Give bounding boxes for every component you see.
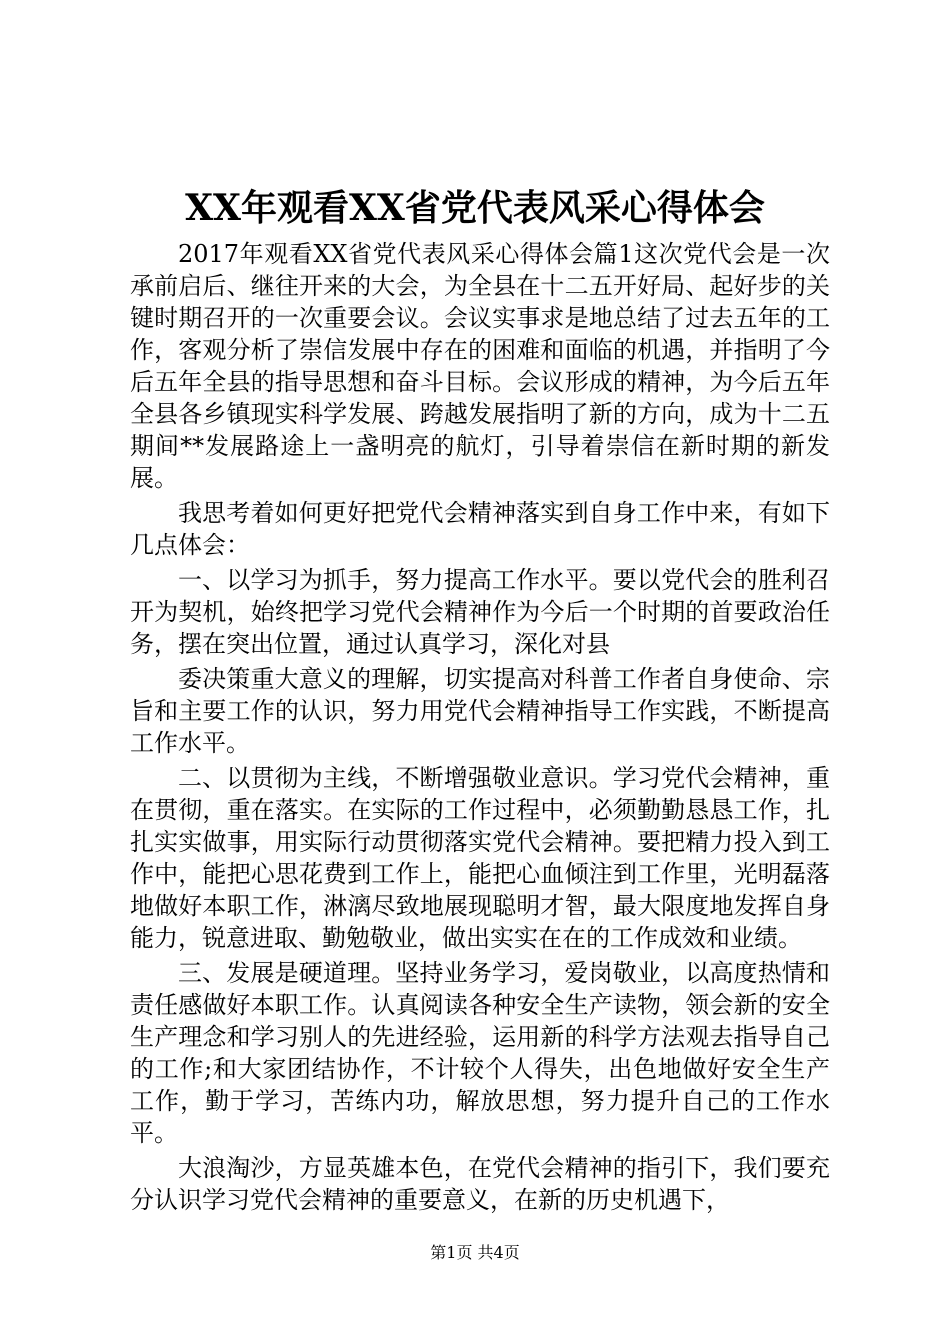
paragraph: 三、发展是硬道理。坚持业务学习，爱岗敬业，以高度热情和责任感做好本职工作。认真阅读各种安全生产读物，领会新的安全生产理念和学习别人的先进经验，运用新的科学方法观去指导自己的工作;和大家团结协作，不计较个人得失，出色地做好安全生产工作，勤于学习，苦练内功，解放思想，努力提升自己的工作水平。 [130, 959, 830, 1147]
paragraph: 2017年观看XX省党代表风采心得体会篇1这次党代会是一次承前启后、继往开来的大会，为全县在十二五开好局、起好步的关键时期召开的一次重要会议。会议实事求是地总结了过去五年的工作，客观分析了崇信发展中存在的困难和面临的机遇，并指明了今后五年全县的指导思想和奋斗目标。会议形成的精神，为今后五年全县各乡镇现实科学发展、跨越发展指明了新的方向，成为十二五期间**发展路途上一盏明亮的航灯，引导着崇信在新时期的新发展。 [130, 240, 830, 492]
paragraph: 一、以学习为抓手，努力提高工作水平。要以党代会的胜利召开为契机，始终把学习党代会精神作为今后一个时期的首要政治任务，摆在突出位置，通过认真学习，深化对县 [130, 566, 830, 658]
paragraph: 大浪淘沙，方显英雄本色，在党代会精神的指引下，我们要充分认识学习党代会精神的重要意义，在新的历史机遇下， [130, 1154, 830, 1214]
document-body [130, 238, 830, 1216]
paragraph: 二、以贯彻为主线，不断增强敬业意识。学习党代会精神，重在贯彻，重在落实。在实际的工作过程中，必须勤勤恳恳工作，扎扎实实做事，用实际行动贯彻落实党代会精神。要把精力投入到工作中，能把心思花费到工作上，能把心血倾注到工作里，光明磊落地做好本职工作，淋漓尽致地展现聪明才智，最大限度地发挥自身能力，锐意进取、勤勉敬业，做出实实在在的工作成效和业绩。 [130, 764, 830, 952]
paragraph: 委决策重大意义的理解，切实提高对科普工作者自身使命、宗旨和主要工作的认识，努力用党代会精神指导工作实践，不断提高工作水平。 [130, 665, 830, 757]
paragraph: 我思考着如何更好把党代会精神落实到自身工作中来，有如下几点体会： [130, 499, 830, 559]
document-title: XX年观看XX省党代表风采心得体会 [185, 187, 765, 229]
page-number-footer: 第1页 共4页 [430, 1243, 520, 1262]
